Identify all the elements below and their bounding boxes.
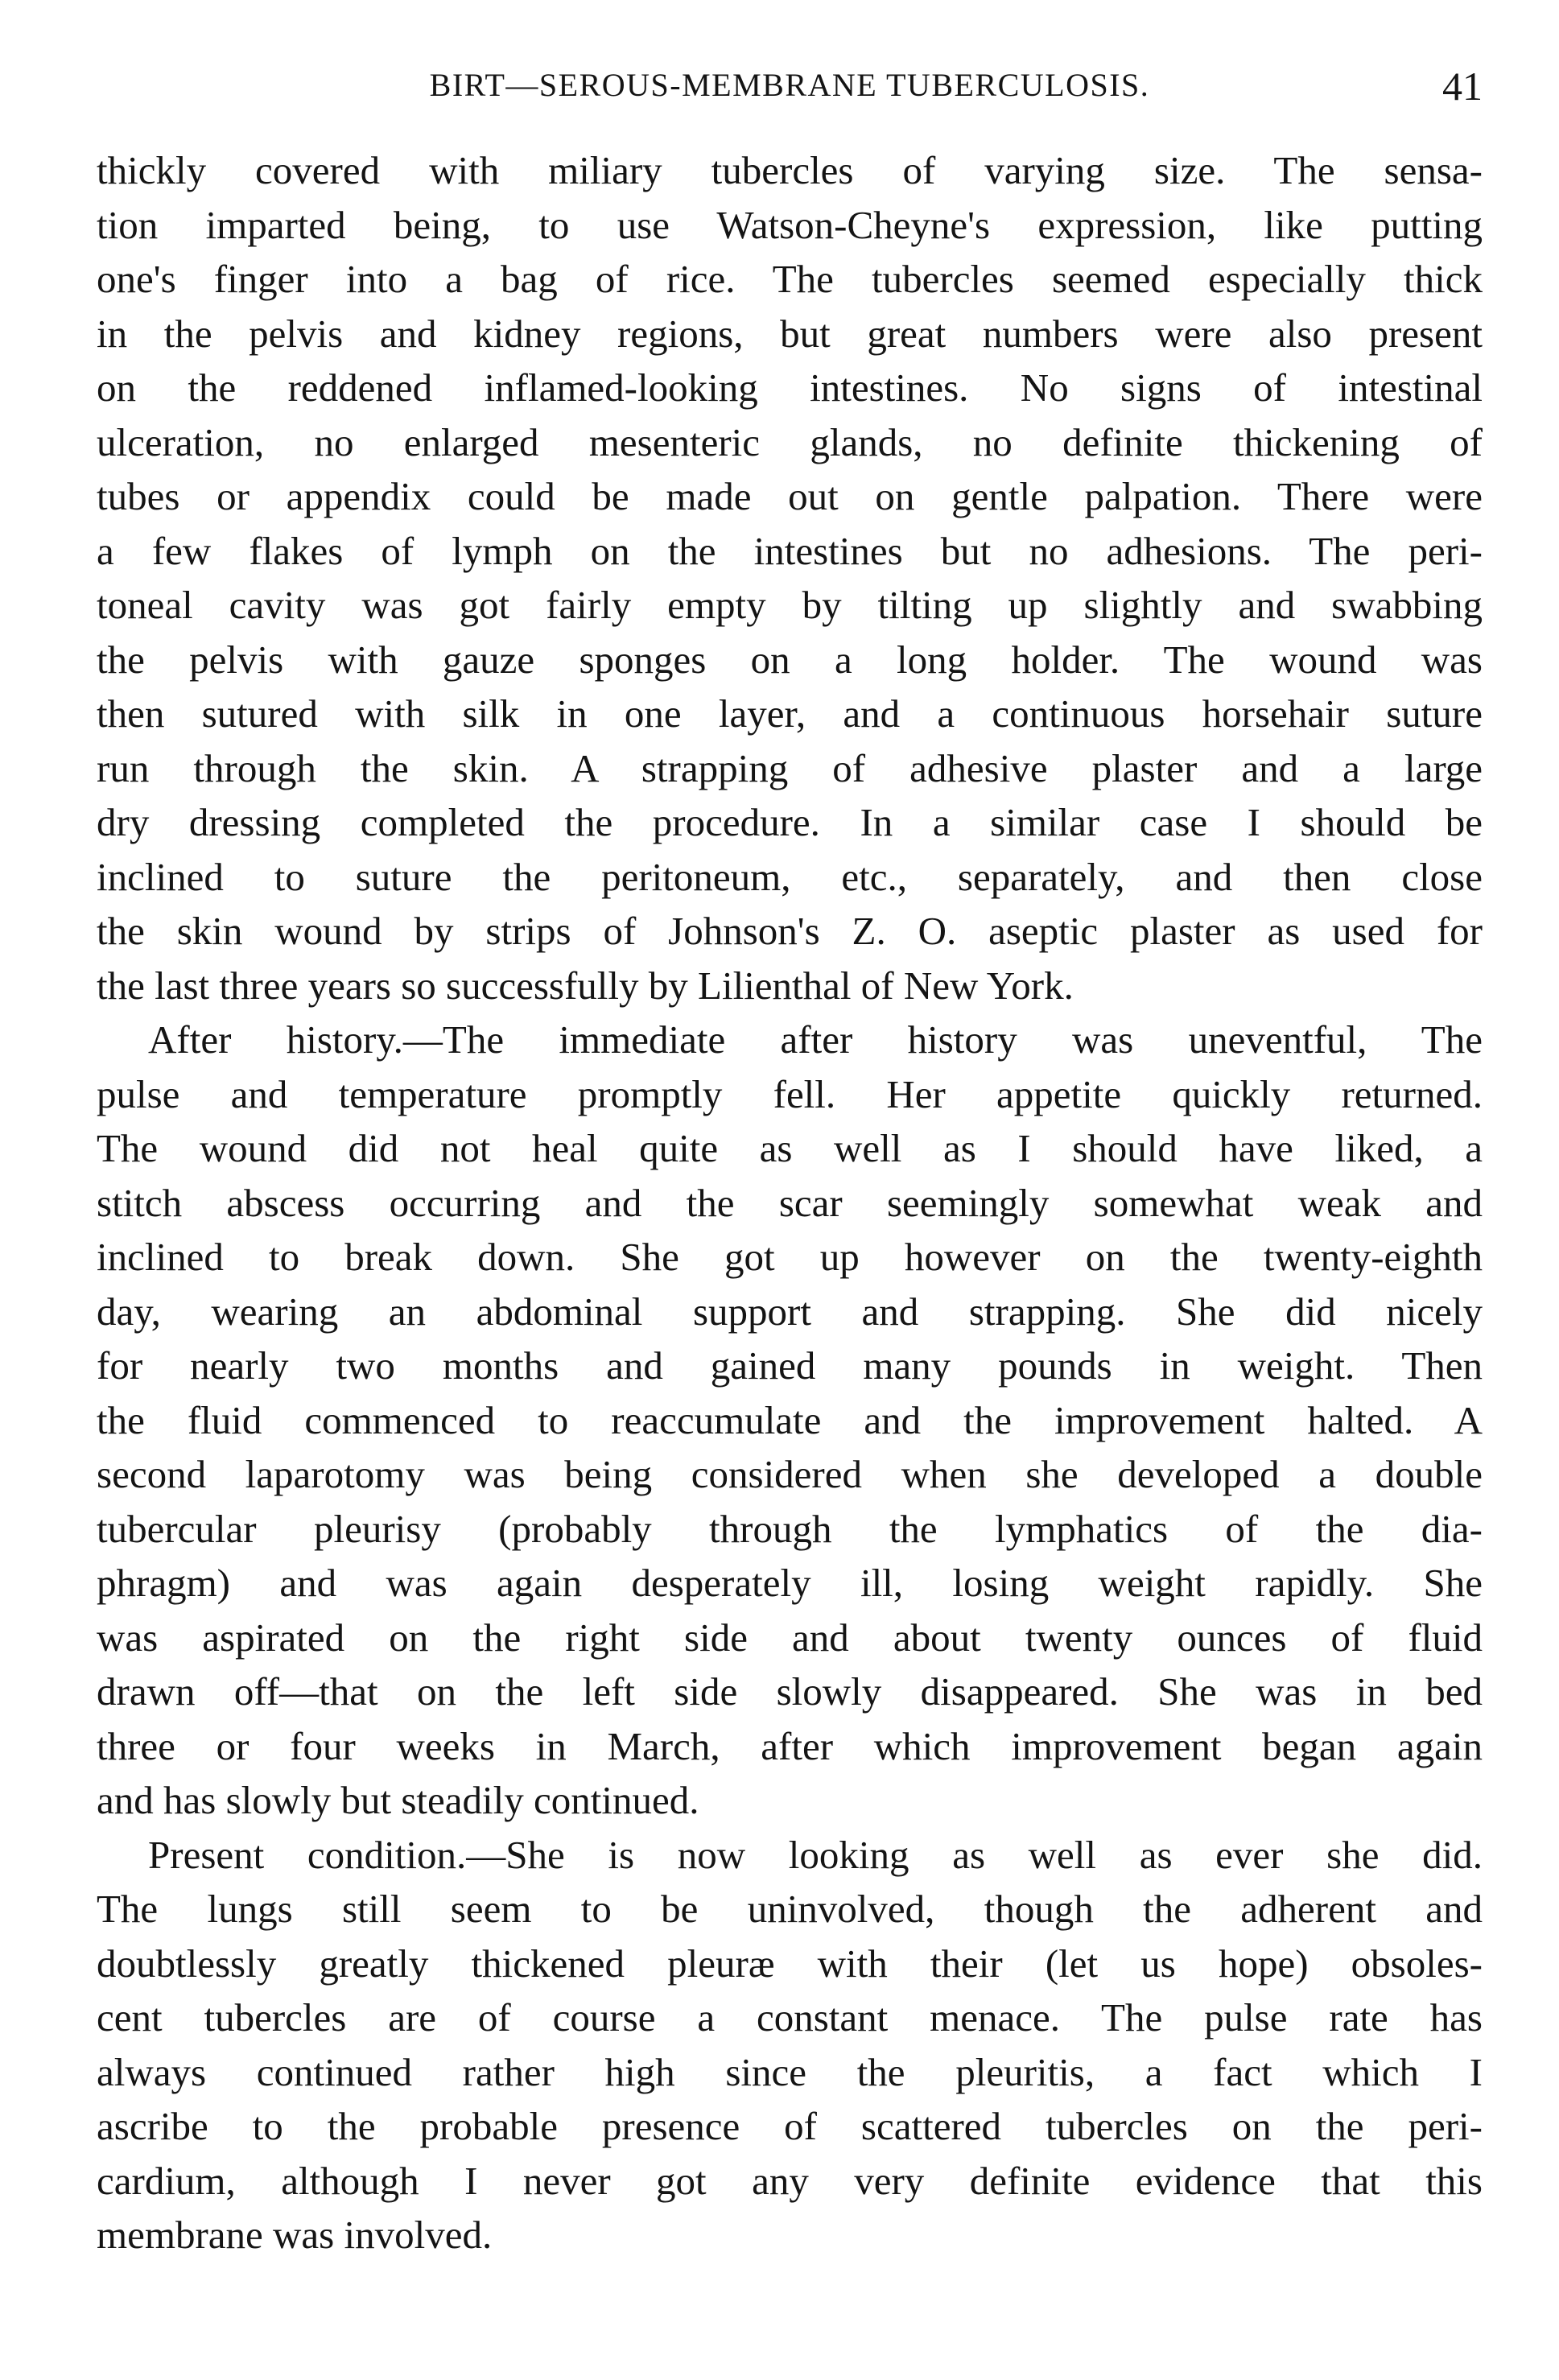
text-line: ascribe to the probable presence of scattered tubercles on the peri- [97, 2104, 1483, 2148]
text-line: for nearly two months and gained many pounds in weight. Then [97, 1343, 1483, 1388]
text-line: membrane was involved. [97, 2213, 493, 2257]
text-line: After history.—The immediate after history was uneventful, The [148, 1017, 1483, 1062]
running-head [97, 63, 1483, 111]
text-line: on the reddened inflamed-looking intestines. No signs of intestinal [97, 365, 1483, 410]
page-number: 41 [1442, 64, 1483, 109]
text-line: stitch abscess occurring and the scar seemingly somewhat weak and [97, 1180, 1483, 1225]
text-line: doubtlessly greatly thickened pleuræ with their (let us hope) obsoles- [97, 1941, 1483, 1986]
body-text [97, 143, 1483, 2262]
text-line: always continued rather high since the pleuritis, a fact which I [97, 2049, 1483, 2094]
text-line: cardium, although I never got any very definite evidence that this [97, 2158, 1483, 2203]
text-line: toneal cavity was got fairly empty by tilting up slightly and swabbing [97, 583, 1483, 627]
text-line: run through the skin. A strapping of adhesive plaster and a large [97, 745, 1483, 790]
text-line: ulceration, no enlarged mesenteric glands, no definite thickening of [97, 419, 1483, 464]
text-line: a few flakes of lymph on the intestines but no adhesions. The peri- [97, 528, 1483, 573]
text-line: the last three years so successfully by Lilienthal of New York. [97, 963, 1074, 1008]
text-line: Present condition.—She is now looking as well as ever she did. [148, 1832, 1483, 1877]
text-line: the skin wound by strips of Johnson's Z. O. aseptic plaster as used for [97, 909, 1483, 953]
text-line: three or four weeks in March, after which improvement began again [97, 1723, 1483, 1768]
text-line: inclined to break down. She got up however on the twenty-eighth [97, 1235, 1483, 1279]
text-line: the pelvis with gauze sponges on a long holder. The wound was [97, 637, 1483, 682]
text-line: pulse and temperature promptly fell. Her appetite quickly returned. [97, 1071, 1483, 1116]
text-line: was aspirated on the right side and about twenty ounces of fluid [97, 1615, 1483, 1660]
text-line: cent tubercles are of course a constant menace. The pulse rate has [97, 1995, 1483, 2040]
paragraph [97, 1013, 1483, 1828]
text-line: then sutured with silk in one layer, and a continuous horsehair suture [97, 691, 1483, 736]
text-line: dry dressing completed the procedure. In a similar case I should be [97, 800, 1483, 844]
text-line: thickly covered with miliary tubercles of varying size. The sensa- [97, 148, 1483, 192]
text-line: The lungs still seem to be uninvolved, though the adherent and [97, 1887, 1483, 1931]
text-line: the fluid commenced to reaccumulate and the improvement halted. A [97, 1397, 1483, 1442]
text-line: second laparotomy was being considered when she developed a double [97, 1452, 1483, 1496]
text-line: tion imparted being, to use Watson-Cheyne's expression, like putting [97, 202, 1483, 247]
text-line: tubes or appendix could be made out on gentle palpation. There were [97, 474, 1483, 518]
text-line: phragm) and was again desperately ill, losing weight rapidly. She [97, 1561, 1483, 1605]
text-line: inclined to suture the peritoneum, etc., separately, and then close [97, 854, 1483, 899]
paragraph [97, 143, 1483, 1013]
text-line: one's finger into a bag of rice. The tubercles seemed especially thick [97, 257, 1483, 301]
text-line: The wound did not heal quite as well as I should have liked, a [97, 1126, 1483, 1170]
paragraph [97, 1828, 1483, 2262]
text-line: in the pelvis and kidney regions, but great numbers were also present [97, 311, 1483, 356]
text-line: tubercular pleurisy (probably through the lymphatics of the dia- [97, 1506, 1483, 1551]
running-title: BIRT—SEROUS-MEMBRANE TUBERCULOSIS. [429, 67, 1150, 103]
text-line: and has slowly but steadily continued. [97, 1778, 699, 1822]
text-line: drawn off—that on the left side slowly disappeared. She was in bed [97, 1669, 1483, 1714]
text-line: day, wearing an abdominal support and strapping. She did nicely [97, 1289, 1483, 1334]
